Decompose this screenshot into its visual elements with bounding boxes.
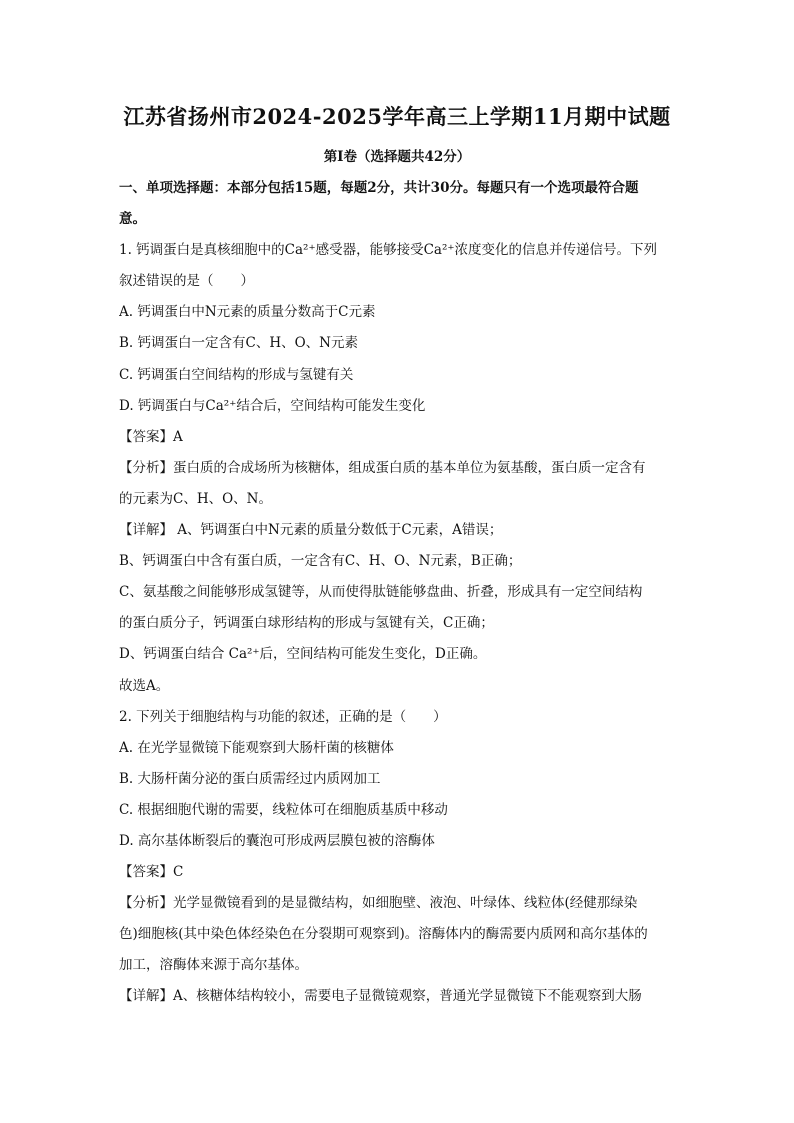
question-1-detail-d: D、钙调蛋白结合 Ca²⁺后，空间结构可能发生变化，D正确。: [119, 646, 487, 663]
question-1-detail-b: B、钙调蛋白中含有蛋白质，一定含有C、H、O、N元素，B正确；: [119, 553, 522, 570]
question-1-detail-c: C、氨基酸之间能够形成氢键等，从而使得肽链能够盘曲、折叠，形成具有一定空间结构: [119, 584, 643, 601]
question-2-analysis: 【分析】光学显微镜看到的是显微结构，如细胞壁、液泡、叶绿体、线粒体(经健那绿染: [119, 895, 638, 912]
question-2-option-c: C. 根据细胞代谢的需要，线粒体可在细胞质基质中移动: [119, 801, 448, 818]
question-1-analysis-cont: 的元素为C、H、O、N。: [119, 490, 272, 507]
question-2-analysis-end: 加工，溶酶体来源于高尔基体。: [119, 957, 308, 974]
question-2-answer: 【答案】C: [119, 864, 184, 881]
question-1-option-a: A. 钙调蛋白中N元素的质量分数高于C元素: [119, 304, 376, 321]
question-1-detail-c-cont: 的蛋白质分子，钙调蛋白球形结构的形成与氢键有关，C正确；: [119, 615, 494, 632]
question-1-option-b: B. 钙调蛋白一定含有C、H、O、N元素: [119, 335, 358, 352]
question-1-option-d: D. 钙调蛋白与Ca²⁺结合后，空间结构可能发生变化: [119, 397, 426, 414]
question-2-option-a: A. 在光学显微镜下能观察到大肠杆菌的核糖体: [119, 739, 394, 756]
question-1-stem: 1. 钙调蛋白是真核细胞中的Ca²⁺感受器，能够接受Ca²⁺浓度变化的信息并传递信号。下列: [119, 242, 658, 259]
section-heading-cont: 意。: [119, 211, 146, 228]
question-2-detail: 【详解】A、核糖体结构较小，需要电子显微镜观察，普通光学显微镜下不能观察到大肠: [119, 988, 642, 1005]
question-1-detail: 【详解】 A、钙调蛋白中N元素的质量分数低于C元素，A错误；: [119, 522, 503, 539]
question-1-stem-cont: 叙述错误的是（ ）: [119, 273, 254, 290]
section-subtitle: 第Ⅰ卷（选择题共42分）: [323, 149, 471, 165]
question-2-stem: 2. 下列关于细胞结构与功能的叙述，正确的是（ ）: [119, 708, 447, 725]
question-2-option-b: B. 大肠杆菌分泌的蛋白质需经过内质网加工: [119, 770, 381, 787]
question-2-analysis-cont: 色)细胞核(其中染色体经染色在分裂期可观察到)。溶酶体内的酶需要内质网和高尔基体的: [119, 926, 648, 943]
section-heading: 一、单项选择题：本部分包括15题，每题2分，共计30分。每题只有一个选项最符合题: [119, 180, 639, 196]
question-2-option-d: D. 高尔基体断裂后的囊泡可形成两层膜包被的溶酶体: [119, 832, 435, 849]
question-1-option-c: C. 钙调蛋白空间结构的形成与氢键有关: [119, 366, 354, 383]
question-1-analysis: 【分析】蛋白质的合成场所为核糖体，组成蛋白质的基本单位为氨基酸，蛋白质一定含有: [119, 459, 646, 476]
document-title: 江苏省扬州市2024-2025学年高三上学期11月期中试题: [123, 104, 671, 129]
question-1-conclusion: 故选A。: [119, 677, 170, 694]
document-body: [119, 173, 679, 1013]
question-1-answer: 【答案】A: [119, 428, 183, 445]
